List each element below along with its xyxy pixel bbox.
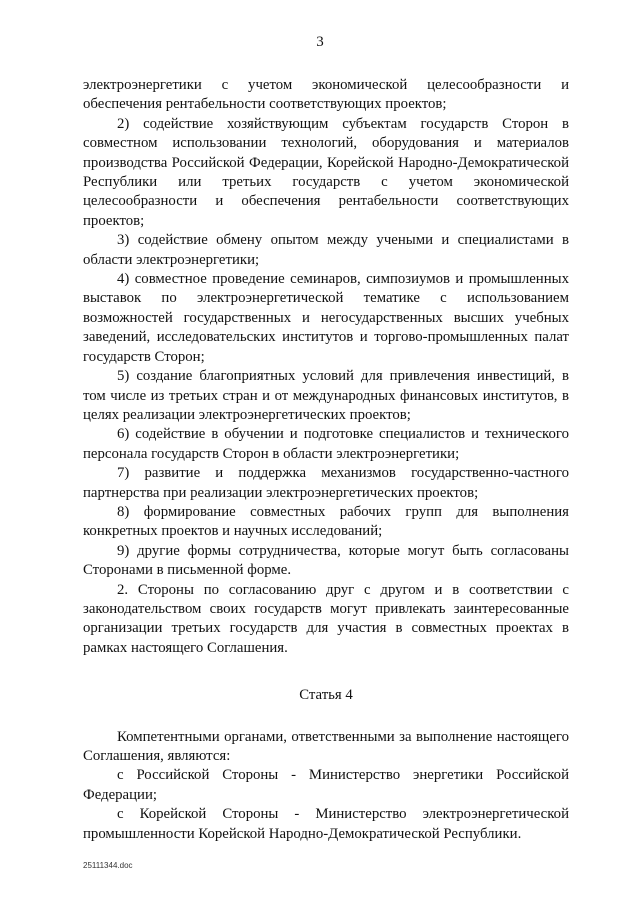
list-item: 4) совместное проведение семинаров, симпозиумов и промышленных выставок по электроэнергетической тематике с использованием возможностей государственных и негосударственных высших учебных заведений, исследовательских институтов и торгово-промышленных палат государств Сторон;	[83, 271, 569, 365]
document-body	[83, 76, 569, 844]
page-number: 3	[316, 34, 324, 50]
paragraph: с Российской Стороны - Министерство энергетики Российской Федерации;	[83, 767, 569, 803]
list-item: 9) другие формы сотрудничества, которые могут быть согласованы Сторонами в письменной форме.	[83, 542, 569, 579]
paragraph: 2. Стороны по согласованию друг с другом и в соответствии с законодательством своих государств могут привлекать заинтересованные организации третьих государств для участия в совместных проектах в рамках настоящего Соглашения.	[83, 581, 569, 656]
footer-filename: 25111344.doc	[83, 861, 133, 870]
list-item: 3) содействие обмену опытом между учеными и специалистами в области электроэнергетики;	[83, 232, 569, 268]
list-item: 6) содействие в обучении и подготовке специалистов и технического персонала государств Сторон в области электроэнергетики;	[83, 426, 569, 462]
paragraph: электроэнергетики с учетом экономической целесообразности и обеспечения рентабельности соответствующих проектов;	[83, 77, 569, 113]
article-heading: Статья 4	[299, 687, 353, 704]
list-item: 2) содействие хозяйствующим субъектам государств Сторон в совместном использовании технологий, оборудования и материалов производства Российской Федерации, Корейской Народно-Демократической Республики или третьих государств с учетом экономической целесообразности и обеспечения рентабельности соответствующих проектов;	[83, 115, 569, 229]
list-item: 8) формирование совместных рабочих групп для выполнения конкретных проектов и научных исследований;	[83, 503, 569, 540]
list-item: 5) создание благоприятных условий для привлечения инвестиций, в том числе из третьих стран и от международных финансовых институтов, в целях реализации электроэнергетических проектов;	[83, 368, 569, 423]
list-item: 7) развитие и поддержка механизмов государственно-частного партнерства при реализации электроэнергетических проектов;	[83, 465, 569, 501]
paragraph: с Корейской Стороны - Министерство электроэнергетической промышленности Корейской Народно-Демократической Республики.	[83, 806, 569, 842]
paragraph: Компетентными органами, ответственными за выполнение настоящего Соглашения, являются:	[83, 728, 569, 764]
